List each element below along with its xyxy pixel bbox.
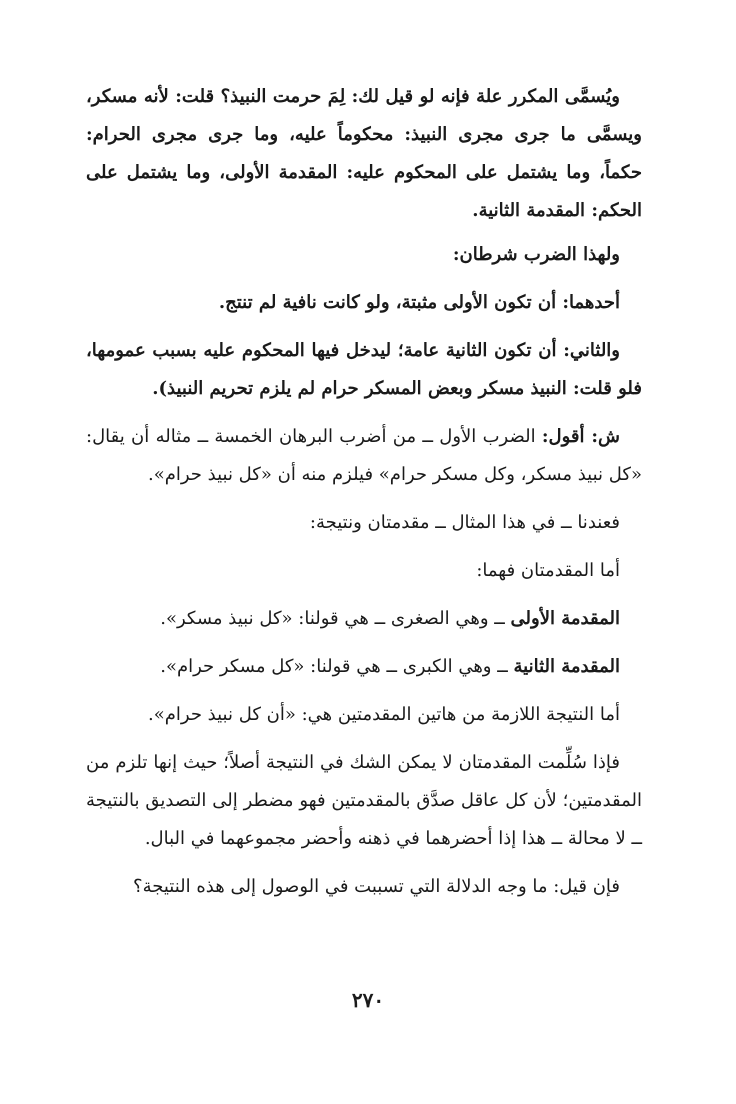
page-body bbox=[86, 78, 642, 906]
paragraph-11: فإذا سُلِّمت المقدمتان لا يمكن الشك في النتيجة أصلاً؛ حيث إنها تلزم من المقدمتين؛ لأن كل عاقل صدَّق بالمقدمتين فهو مضطر إلى التصديق بالنتيجة ــ لا محالة ــ هذا إذا أحضرهما في ذهنه وأحضر مجموعهما في البال. bbox=[86, 752, 642, 849]
paragraph-10: أما النتيجة اللازمة من هاتين المقدمتين هي: «أن كل نبيذ حرام». bbox=[148, 704, 620, 725]
paragraph-5 bbox=[86, 418, 642, 494]
paragraph-6: فعندنا ــ في هذا المثال ــ مقدمتان ونتيجة: bbox=[309, 512, 620, 533]
paragraph-8-text: ــ وهي الصغرى ــ هي قولنا: «كل نبيذ مسكر». bbox=[160, 608, 511, 629]
paragraph-8 bbox=[86, 600, 642, 638]
paragraph-1: ويُسمَّى المكرر علة فإنه لو قيل لك: لِمَ حرمت النبيذ؟ قلت: لأنه مسكر، ويسمَّى ما جرى مجرى النبيذ: محكوماً عليه، وما جرى مجرى الحرام: حكماً، وما يشتمل على المحكوم عليه: المقدمة الأولى، وما يشتمل على الحكم: المقدمة الثانية. bbox=[86, 86, 642, 221]
paragraph-9-lead: المقدمة الثانية bbox=[513, 656, 620, 677]
paragraph-7: أما المقدمتان فهما: bbox=[476, 560, 620, 581]
paragraph-3: أحدهما: أن تكون الأولى مثبتة، ولو كانت نافية لم تنتج. bbox=[218, 292, 620, 313]
paragraph-4: والثاني: أن تكون الثانية عامة؛ ليدخل فيها المحكوم عليه بسبب عمومها، فلو قلت: النبيذ مسكر وبعض المسكر حرام لم يلزم تحريم النبيذ). bbox=[86, 340, 642, 399]
paragraph-8-lead: المقدمة الأولى bbox=[510, 608, 620, 629]
paragraph-12: فإن قيل: ما وجه الدلالة التي تسببت في الوصول إلى هذه النتيجة؟ bbox=[133, 876, 620, 897]
paragraph-9 bbox=[86, 648, 642, 686]
paragraph-9-text: ــ وهي الكبرى ــ هي قولنا: «كل مسكر حرام». bbox=[160, 656, 514, 677]
paragraph-2: ولهذا الضرب شرطان: bbox=[452, 244, 620, 265]
paragraph-5-lead: ش: أقول: bbox=[541, 426, 621, 447]
paragraph-5-text: الضرب الأول ــ من أضرب البرهان الخمسة ــ مثاله أن يقال: «كل نبيذ مسكر، وكل مسكر حرام» فيلزم منه أن «كل نبيذ حرام». bbox=[86, 426, 642, 485]
page-number: ٢٧٠ bbox=[351, 988, 385, 1012]
